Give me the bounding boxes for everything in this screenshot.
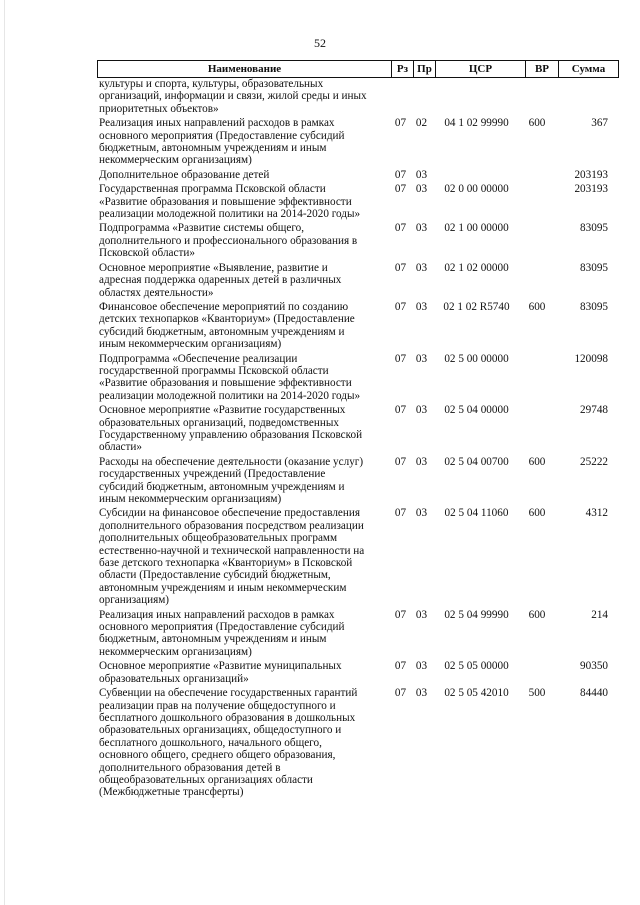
header-vr: ВР — [525, 61, 558, 77]
cell-csr: 02 1 02 R5740 — [443, 300, 510, 313]
table-row — [97, 687, 619, 799]
cell-vr: 600 — [528, 608, 546, 621]
cell-sum: 90350 — [580, 660, 608, 673]
table-row — [97, 660, 619, 685]
header-csr: ЦСР — [435, 61, 525, 77]
table-row — [97, 78, 619, 115]
cell-vr — [521, 353, 553, 403]
cell-pr: 02 — [415, 117, 428, 130]
cell-csr: 02 0 00 00000 — [444, 183, 509, 196]
header-rz: Рз — [391, 61, 413, 77]
cell-rz: 07 — [394, 455, 407, 468]
cell-pr: 03 — [415, 404, 428, 417]
cell-pr: 03 — [415, 168, 428, 181]
cell-rz: 07 — [394, 117, 407, 130]
cell-sum: 367 — [591, 117, 608, 130]
cell-pr: 03 — [415, 608, 428, 621]
cell-vr — [521, 222, 553, 259]
page-number: 52 — [314, 36, 326, 50]
cell-name: Подпрограмма «Обеспечение реализации государственной программы Псковской области «Развитие образования и повышение эффективности реализации молодежной политики на 2014-2020 годы» — [99, 352, 361, 402]
cell-csr: 02 5 04 00000 — [444, 404, 509, 417]
table-row — [97, 183, 619, 220]
cell-sum: 84440 — [580, 687, 608, 700]
cell-name: Субсидии на финансовое обеспечение предоставления дополнительного образования посредством реализации дополнительных общеобразовательных программ естественно-научной и технической направленности на базе детского технопарка «Кванториум» в Псковской области (Предоставление субсидий бюджетным, автономным учреждениям и иным некоммерческим организациям) — [99, 507, 365, 607]
cell-sum: 214 — [591, 608, 608, 621]
cell-vr: 600 — [528, 507, 546, 520]
cell-vr — [521, 183, 553, 220]
cell-sum: 29748 — [580, 404, 608, 417]
cell-pr: 03 — [415, 352, 428, 365]
cell-rz: 07 — [394, 300, 407, 313]
cell-csr: 02 5 04 11060 — [444, 507, 509, 520]
cell-rz: 07 — [394, 222, 407, 235]
cell-sum: 203193 — [574, 183, 608, 196]
cell-sum: 83095 — [580, 300, 608, 313]
cell-sum: 4312 — [585, 507, 608, 520]
cell-csr: 02 5 04 00700 — [444, 455, 509, 468]
table-row — [97, 609, 619, 659]
cell-csr — [432, 78, 521, 115]
header-name: Наименование — [207, 63, 282, 75]
cell-rz: 07 — [394, 660, 407, 673]
cell-vr: 600 — [528, 300, 546, 313]
cell-name: Реализация иных направлений расходов в рамках основного мероприятия (Предоставление субсидий бюджетным, автономным учреждениям и иным некоммерческим организациям) — [99, 608, 345, 658]
cell-vr: 500 — [528, 687, 546, 700]
table-row — [97, 222, 619, 259]
cell-rz: 07 — [394, 687, 407, 700]
cell-csr: 02 5 00 00000 — [444, 352, 509, 365]
table-row — [97, 262, 619, 299]
cell-name: Реализация иных направлений расходов в рамках основного мероприятия (Предоставление субсидий бюджетным, автономным учреждениям и иным некоммерческим организациям) — [99, 117, 345, 167]
cell-name: Расходы на обеспечение деятельности (оказание услуг) государственных учреждений (Предоставление субсидий бюджетным, автономным учреждениям и иным некоммерческим организациям) — [99, 455, 364, 505]
cell-vr: 600 — [528, 455, 546, 468]
cell-vr — [521, 660, 553, 685]
table-body — [97, 78, 619, 799]
cell-rz: 07 — [394, 168, 407, 181]
table-row — [97, 353, 619, 403]
cell-csr: 02 5 05 00000 — [444, 660, 509, 673]
cell-pr — [411, 78, 432, 115]
cell-vr — [521, 262, 553, 299]
cell-name: Подпрограмма «Развитие системы общего, дополнительного и профессионального образования в Псковской области» — [99, 222, 358, 260]
cell-sum: 25222 — [580, 455, 608, 468]
cell-pr: 03 — [415, 222, 428, 235]
cell-sum: 120098 — [574, 352, 608, 365]
cell-rz: 07 — [394, 352, 407, 365]
cell-csr — [432, 169, 521, 181]
cell-name: Государственная программа Псковской области «Развитие образования и повышение эффективности реализации молодежной политики на 2014-2020 годы» — [99, 183, 361, 221]
cell-csr: 02 1 02 00000 — [444, 261, 509, 274]
cell-vr: 600 — [528, 117, 546, 130]
cell-rz: 07 — [394, 507, 407, 520]
table-header — [97, 60, 619, 78]
header-pr: Пр — [413, 61, 435, 77]
table-row — [97, 404, 619, 454]
cell-rz: 07 — [394, 183, 407, 196]
cell-pr: 03 — [415, 300, 428, 313]
cell-vr — [521, 78, 553, 115]
table-row — [97, 507, 619, 606]
cell-csr: 02 5 04 99990 — [444, 608, 509, 621]
cell-rz — [390, 78, 411, 115]
cell-pr: 03 — [415, 660, 428, 673]
cell-pr: 03 — [415, 507, 428, 520]
cell-pr: 03 — [415, 261, 428, 274]
cell-sum: 83095 — [580, 261, 608, 274]
cell-csr: 02 5 05 42010 — [444, 687, 509, 700]
cell-name: Основное мероприятие «Развитие муниципальных образовательных организаций» — [99, 660, 342, 685]
cell-name: Финансовое обеспечение мероприятий по созданию детских технопарков «Кванториум» (Предоставление субсидий бюджетным, автономным учреждениям и иным некоммерческим организациям) — [99, 300, 355, 351]
cell-name: Субвенции на обеспечение государственных гарантий реализации прав на получение общедоступного и бесплатного дошкольного образования в дошкольных образовательных организациях, общедоступного и бесплатного дошкольного, начального общего, основного общего, среднего общего образования, дополнительного образования детей в общеобразовательных организациях области (Межбюджетные трансферты) — [99, 687, 358, 799]
cell-pr: 03 — [415, 455, 428, 468]
cell-sum — [553, 78, 612, 115]
cell-csr: 04 1 02 99990 — [444, 117, 509, 130]
cell-pr: 03 — [415, 687, 428, 700]
cell-rz: 07 — [394, 261, 407, 274]
cell-name: культуры и спорта, культуры, образовательных организаций, информации и связи, жилой среды и иных приоритетных объектов» — [99, 78, 367, 115]
table-row — [97, 117, 619, 167]
table-row — [97, 301, 619, 351]
budget-table — [97, 60, 619, 801]
cell-rz: 07 — [394, 404, 407, 417]
cell-name: Дополнительное образование детей — [99, 168, 270, 181]
cell-vr — [521, 169, 553, 181]
cell-vr — [521, 404, 553, 454]
cell-sum: 83095 — [580, 222, 608, 235]
cell-name: Основное мероприятие «Развитие государственных образовательных организаций, подведомственных Государственному управлению образования Псковской области» — [99, 404, 363, 454]
scan-edge-mark — [4, 0, 5, 905]
cell-pr: 03 — [415, 183, 428, 196]
table-row — [97, 169, 619, 181]
cell-rz: 07 — [394, 608, 407, 621]
cell-name: Основное мероприятие «Выявление, развитие и адресная поддержка одаренных детей в различных областях деятельности» — [99, 261, 342, 299]
cell-sum: 203193 — [574, 168, 608, 181]
cell-csr: 02 1 00 00000 — [444, 222, 509, 235]
table-row — [97, 456, 619, 506]
header-sum: Сумма — [558, 61, 618, 77]
